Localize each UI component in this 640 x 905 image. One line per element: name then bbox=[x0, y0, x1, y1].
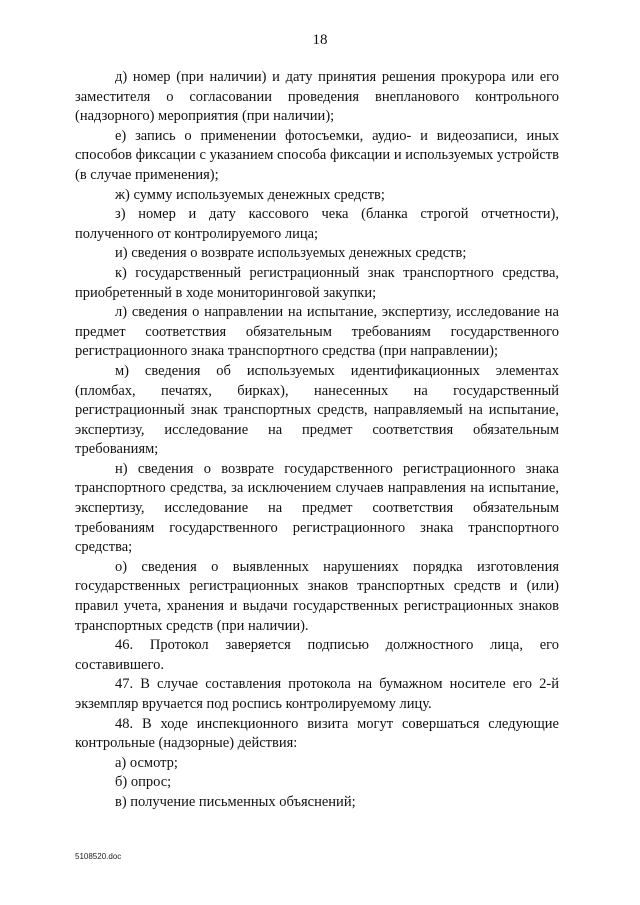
paragraph-item-zh: ж) сумму используемых денежных средств; bbox=[115, 186, 385, 203]
document-body bbox=[75, 68, 559, 813]
paragraph-clause-46: 46. Протокол заверяется подписью должностного лица, его составившего. bbox=[75, 637, 559, 673]
paragraph-item-e: е) запись о применении фотосъемки, аудио- и видеозаписи, иных способов фиксации с указанием способа фиксации и используемых устройств (в случае применения); bbox=[75, 127, 559, 183]
paragraph-item-a: а) осмотр; bbox=[115, 754, 178, 771]
paragraph-item-z: з) номер и дату кассового чека (бланка строгой отчетности), полученного от контролируемого лица; bbox=[75, 206, 559, 242]
paragraph-clause-47: 47. В случае составления протокола на бумажном носителе его 2-й экземпляр вручается под роспись контролируемому лицу. bbox=[75, 676, 559, 712]
paragraph-item-o: о) сведения о выявленных нарушениях порядка изготовления государственных регистрационных знаков транспортных средств и (или) правил учета, хранения и выдачи государственных регистрационных знаков транспортных средств (при наличии). bbox=[75, 558, 559, 634]
paragraph-item-b: б) опрос; bbox=[115, 774, 172, 791]
paragraph-item-d: д) номер (при наличии) и дату принятия решения прокурора или его заместителя о согласовании проведения внепланового контрольного (надзорного) мероприятия (при наличии); bbox=[75, 69, 559, 125]
paragraph-item-k: к) государственный регистрационный знак транспортного средства, приобретенный в ходе мониторинговой закупки; bbox=[75, 264, 559, 301]
paragraph-item-i: и) сведения о возврате используемых денежных средств; bbox=[115, 245, 467, 262]
paragraph-item-v: в) получение письменных объяснений; bbox=[115, 793, 356, 810]
paragraph-item-n: н) сведения о возврате государственного регистрационного знака транспортного средства, за исключением случаев направления на испытание, экспертизу, исследование на предмет соответствия обязательным требованиям государственного регистрационного знака транспортного средства; bbox=[75, 460, 559, 556]
paragraph-item-m: м) сведения об используемых идентификационных элементах (пломбах, печатях, бирках), нанесенных на государственный регистрационный знак транспортных средств, направляемый на испытание, экспертизу, исследование на предмет соответствия обязательным требованиям; bbox=[75, 362, 559, 458]
paragraph-item-l: л) сведения о направлении на испытание, экспертизу, исследование на предмет соответствия обязательным требованиям государственного регистрационного знака транспортного средства (при направлении); bbox=[75, 304, 559, 360]
paragraph-clause-48: 48. В ходе инспекционного визита могут совершаться следующие контрольные (надзорные) действия: bbox=[75, 715, 559, 752]
page-number: 18 bbox=[312, 32, 328, 48]
footer-file-code: 5108520.doc bbox=[75, 852, 122, 861]
